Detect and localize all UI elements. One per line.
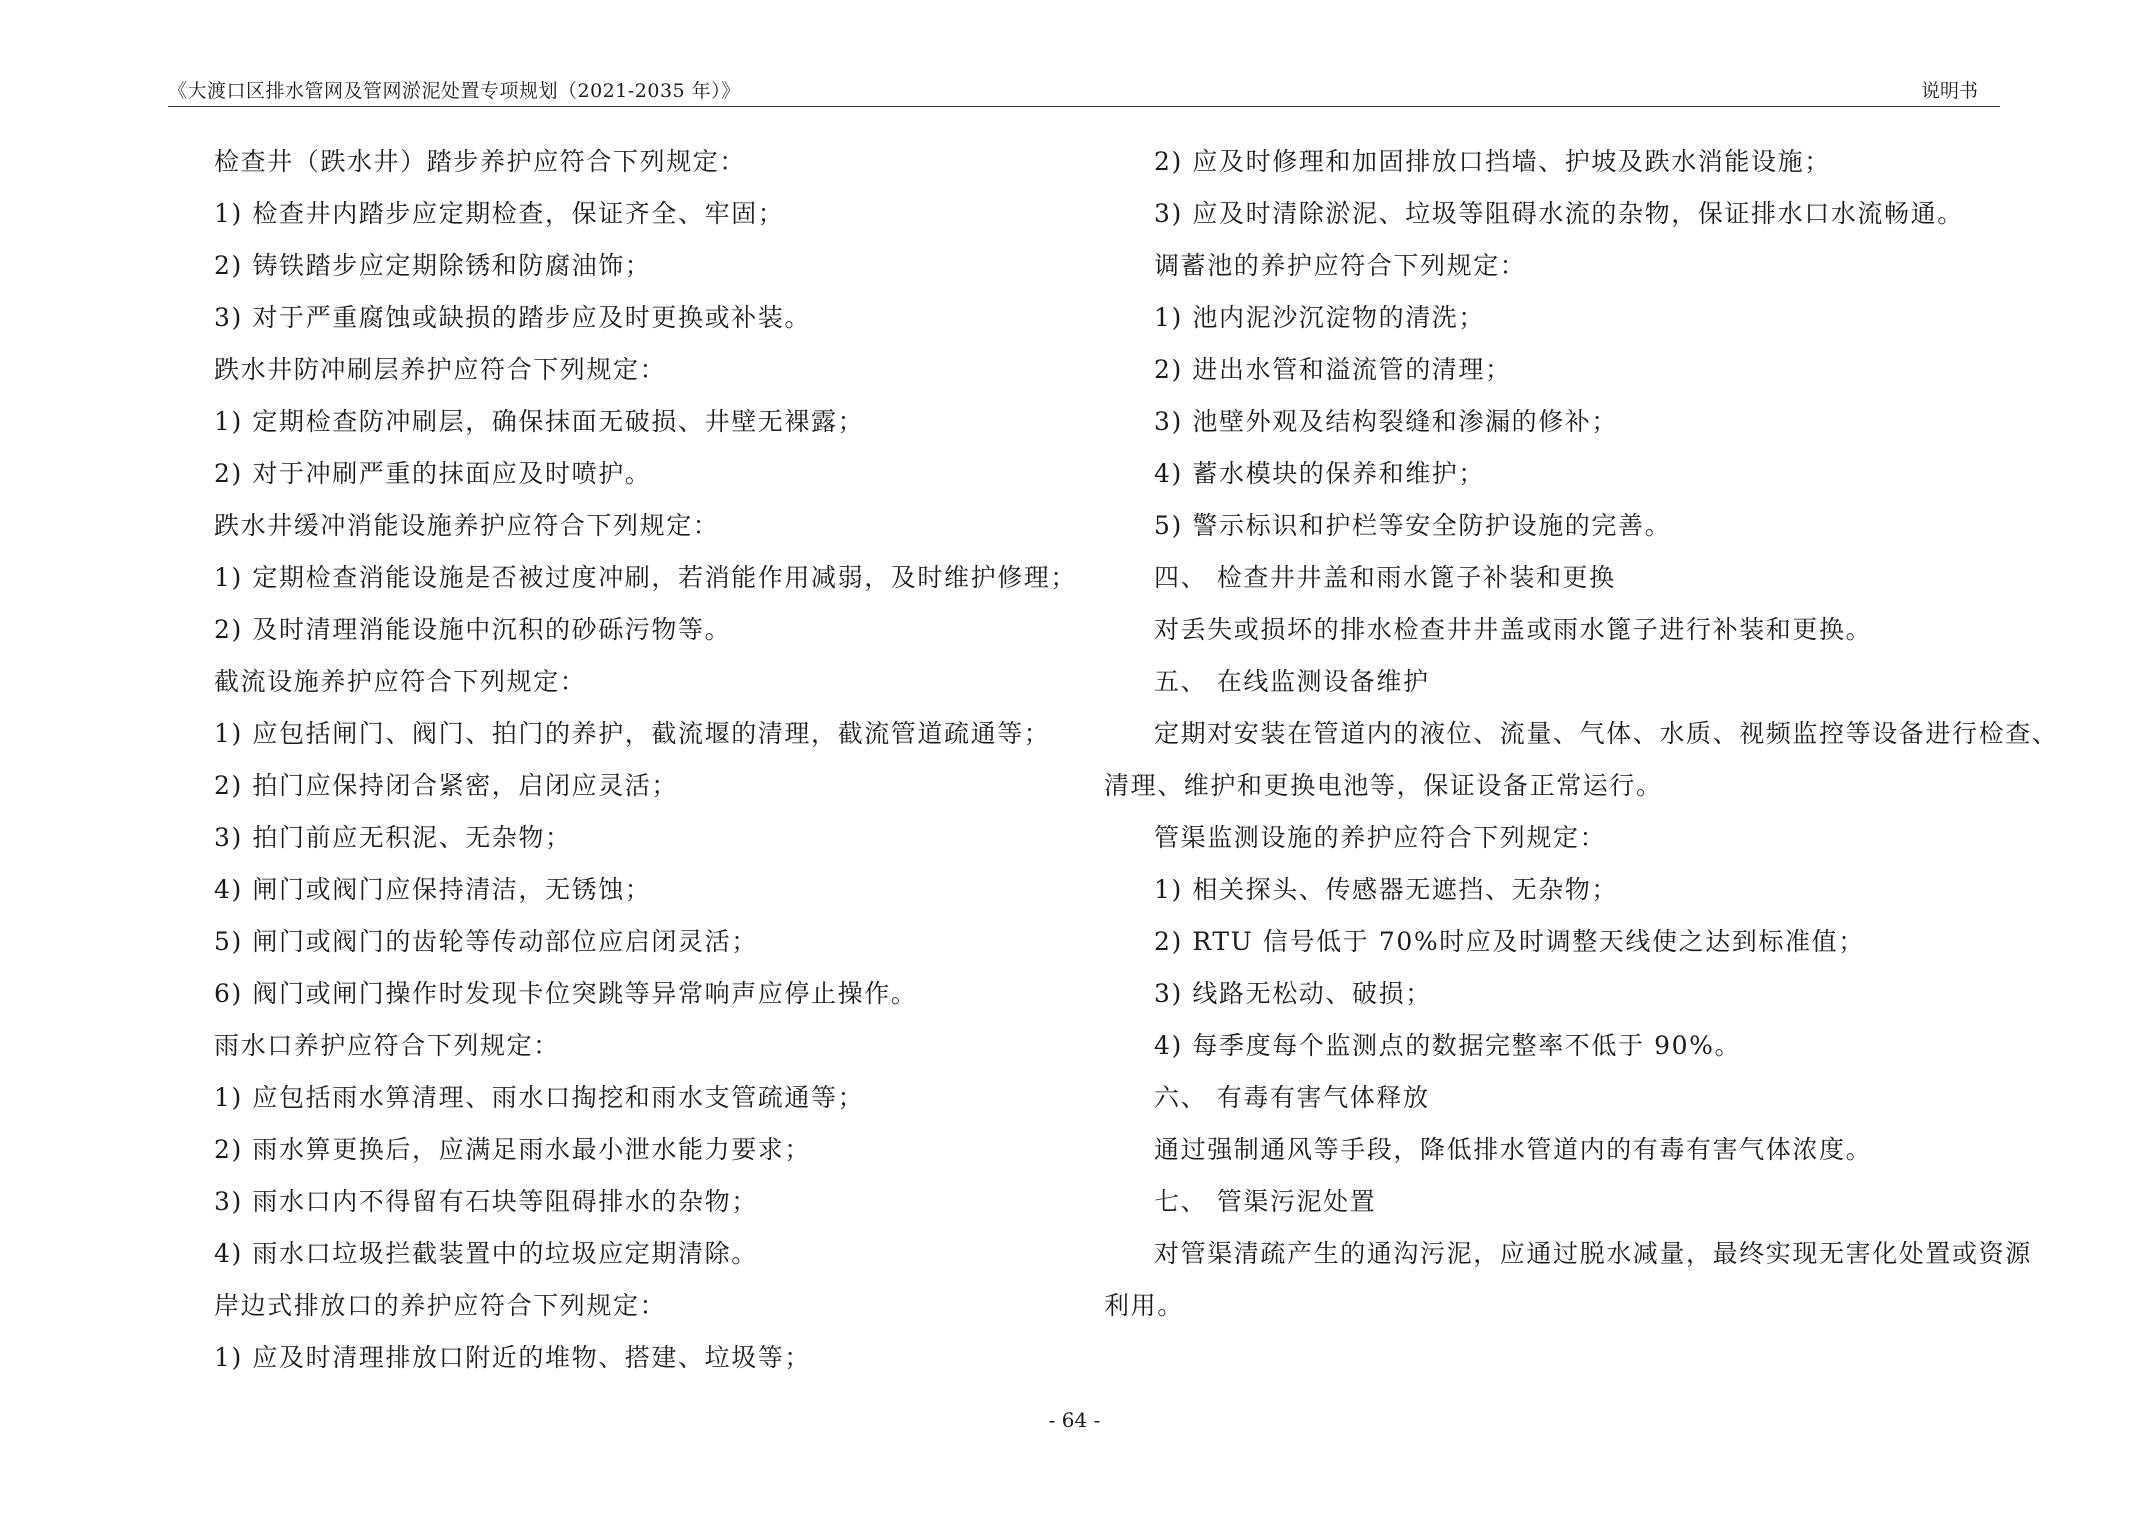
section-heading: 六、 有毒有害气体释放 [1154,1083,1430,1112]
text-line: 3) 线路无松动、破损； [1154,979,1432,1008]
text-line-continuation: 利用。 [1104,1291,1184,1320]
text-line: 3) 池壁外观及结构裂缝和渗漏的修补； [1154,407,1619,436]
text-line: 4) 雨水口垃圾拦截装置中的垃圾应定期清除。 [214,1239,758,1268]
text-line: 1) 定期检查防冲刷层，确保抹面无破损、井壁无裸露； [214,407,865,436]
text-line: 3) 应及时清除淤泥、垃圾等阻碍水流的杂物，保证排水口水流畅通。 [1154,199,1964,228]
text-line: 2) RTU 信号低于 70%时应及时调整天线使之达到标准值； [1154,927,1865,956]
text-line: 对管渠清疏产生的通沟污泥，应通过脱水减量，最终实现无害化处置或资源 [1154,1239,2032,1268]
text-line: 2) 对于冲刷严重的抹面应及时喷护。 [214,459,652,488]
text-line: 1) 应及时清理排放口附近的堆物、搭建、垃圾等； [214,1343,812,1372]
text-line: 2) 拍门应保持闭合紧密，启闭应灵活； [214,771,679,800]
text-line: 3) 拍门前应无积泥、无杂物； [214,823,572,852]
text-line: 雨水口养护应符合下列规定： [214,1031,560,1060]
text-line: 2) 铸铁踏步应定期除锈和防腐油饰； [214,251,652,280]
text-line: 岸边式排放口的养护应符合下列规定： [214,1291,667,1320]
document-title: 《大渡口区排水管网及管网淤泥处置专项规划（2021-2035 年）》 [168,80,741,102]
text-line: 4) 蓄水模块的保养和维护； [1154,459,1486,488]
text-line: 管渠监测设施的养护应符合下列规定： [1154,823,1607,852]
text-line: 4) 每季度每个监测点的数据完整率不低于 90%。 [1154,1031,1742,1060]
text-line: 跌水井缓冲消能设施养护应符合下列规定： [214,511,720,540]
text-line: 3) 对于严重腐蚀或缺损的踏步应及时更换或补装。 [214,303,812,332]
section-heading: 四、 检查井井盖和雨水篦子补装和更换 [1154,563,1616,592]
text-line: 通过强制通风等手段，降低排水管道内的有毒有害气体浓度。 [1154,1135,1873,1164]
page-number: - 64 - [1048,1408,1101,1432]
text-line: 2) 应及时修理和加固排放口挡墙、护坡及跌水消能设施； [1154,147,1831,176]
section-heading: 五、 在线监测设备维护 [1154,667,1430,696]
document-type-label: 说明书 [1920,80,1978,102]
text-line: 3) 雨水口内不得留有石块等阻碍排水的杂物； [214,1187,758,1216]
text-line: 1) 应包括闸门、阀门、拍门的养护，截流堰的清理，截流管道疏通等； [214,719,1051,748]
text-line: 1) 定期检查消能设施是否被过度冲刷，若消能作用减弱，及时维护修理； [214,563,1078,592]
text-line: 1) 相关探头、传感器无遮挡、无杂物； [1154,875,1619,904]
text-line: 跌水井防冲刷层养护应符合下列规定： [214,355,667,384]
text-line: 1) 应包括雨水箅清理、雨水口掏挖和雨水支管疏通等； [214,1083,865,1112]
text-line: 1) 检查井内踏步应定期检查，保证齐全、牢固； [214,199,785,228]
text-line-continuation: 清理、维护和更换电池等，保证设备正常运行。 [1104,771,1663,800]
text-line: 2) 及时清理消能设施中沉积的砂砾污物等。 [214,615,732,644]
page-header [168,72,2000,107]
text-line: 2) 进出水管和溢流管的清理； [1154,355,1512,384]
text-line: 4) 闸门或阀门应保持清洁，无锈蚀； [214,875,652,904]
text-line: 6) 阀门或闸门操作时发现卡位突跳等异常响声应停止操作。 [214,979,918,1008]
text-line: 5) 闸门或阀门的齿轮等传动部位应启闭灵活； [214,927,758,956]
text-line: 截流设施养护应符合下列规定： [214,667,587,696]
text-line: 检查井（跌水井）踏步养护应符合下列规定： [214,147,747,176]
text-line: 对丢失或损坏的排水检查井井盖或雨水篦子进行补装和更换。 [1154,615,1873,644]
text-line: 定期对安装在管道内的液位、流量、气体、水质、视频监控等设备进行检查、 [1154,719,2059,748]
text-line: 2) 雨水箅更换后，应满足雨水最小泄水能力要求； [214,1135,812,1164]
text-line: 1) 池内泥沙沉淀物的清洗； [1154,303,1486,332]
section-heading: 七、 管渠污泥处置 [1154,1187,1377,1216]
left-text-column [214,136,1078,1384]
text-line: 5) 警示标识和护栏等安全防护设施的完善。 [1154,511,1672,540]
right-text-column [1104,136,2059,1332]
text-line: 调蓄池的养护应符合下列规定： [1154,251,1527,280]
